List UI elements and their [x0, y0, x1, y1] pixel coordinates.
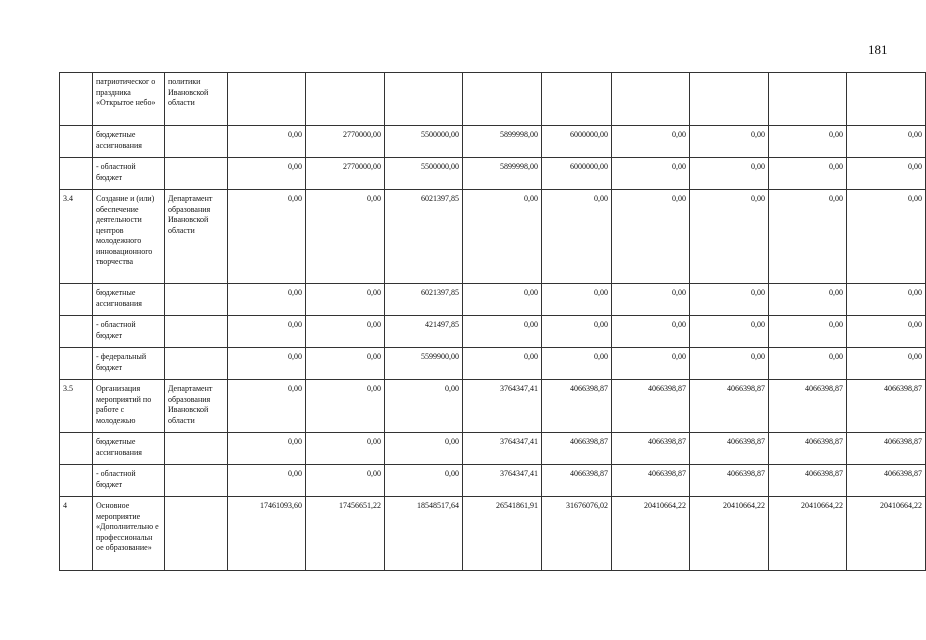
row-number-cell	[60, 158, 93, 190]
value-cell: 0,00	[306, 316, 385, 348]
value-cell: 4066398,87	[769, 433, 847, 465]
row-executor-cell	[165, 433, 228, 465]
value-cell: 0,00	[612, 126, 690, 158]
value-cell: 2770000,00	[306, 126, 385, 158]
row-name-cell: - федеральный бюджет	[93, 348, 165, 380]
value-cell	[542, 73, 612, 126]
value-cell	[769, 73, 847, 126]
value-cell: 5599900,00	[385, 348, 463, 380]
value-cell	[385, 73, 463, 126]
value-cell: 0,00	[463, 316, 542, 348]
value-cell	[306, 73, 385, 126]
value-cell: 6000000,00	[542, 158, 612, 190]
value-cell: 4066398,87	[542, 380, 612, 433]
value-cell: 0,00	[306, 348, 385, 380]
value-cell: 0,00	[690, 126, 769, 158]
value-cell: 0,00	[769, 284, 847, 316]
value-cell: 4066398,87	[690, 465, 769, 497]
value-cell: 17461093,60	[228, 497, 306, 571]
value-cell: 0,00	[612, 190, 690, 284]
value-cell: 5899998,00	[463, 126, 542, 158]
row-name-cell: бюджетные ассигнования	[93, 284, 165, 316]
value-cell: 0,00	[228, 380, 306, 433]
value-cell: 0,00	[612, 348, 690, 380]
value-cell: 0,00	[847, 190, 926, 284]
row-name-cell: - областной бюджет	[93, 465, 165, 497]
value-cell: 0,00	[228, 158, 306, 190]
row-number-cell	[60, 284, 93, 316]
value-cell: 421497,85	[385, 316, 463, 348]
value-cell: 0,00	[690, 284, 769, 316]
value-cell: 0,00	[769, 158, 847, 190]
row-name-cell: - областной бюджет	[93, 316, 165, 348]
row-number-cell	[60, 348, 93, 380]
table-row	[60, 465, 926, 497]
value-cell: 0,00	[306, 433, 385, 465]
value-cell: 3764347,41	[463, 465, 542, 497]
value-cell: 0,00	[228, 126, 306, 158]
row-executor-cell	[165, 465, 228, 497]
page-number: 181	[868, 42, 888, 57]
value-cell: 0,00	[463, 190, 542, 284]
value-cell: 0,00	[612, 284, 690, 316]
value-cell: 0,00	[228, 433, 306, 465]
row-executor-cell	[165, 284, 228, 316]
value-cell: 4066398,87	[612, 465, 690, 497]
value-cell: 0,00	[612, 316, 690, 348]
row-executor-cell	[165, 126, 228, 158]
value-cell: 20410664,22	[847, 497, 926, 571]
value-cell: 0,00	[542, 284, 612, 316]
value-cell	[690, 73, 769, 126]
value-cell: 2770000,00	[306, 158, 385, 190]
value-cell: 0,00	[769, 126, 847, 158]
value-cell: 4066398,87	[769, 465, 847, 497]
row-executor-cell	[165, 348, 228, 380]
value-cell: 0,00	[542, 190, 612, 284]
row-number-cell	[60, 465, 93, 497]
value-cell: 0,00	[385, 433, 463, 465]
value-cell: 3764347,41	[463, 380, 542, 433]
row-name-cell: Основное мероприятие «Дополнительно е профессиональн ое образование»	[93, 497, 165, 571]
value-cell: 17456651,22	[306, 497, 385, 571]
row-name-cell: бюджетные ассигнования	[93, 126, 165, 158]
value-cell: 4066398,87	[847, 465, 926, 497]
value-cell: 4066398,87	[847, 380, 926, 433]
row-name-cell: Создание и (или) обеспечение деятельности центров молодежного инновационного творчества	[93, 190, 165, 284]
value-cell: 26541861,91	[463, 497, 542, 571]
row-executor-cell: политики Ивановской области	[165, 73, 228, 126]
row-name-cell: патриотическог о праздника «Открытое небо»	[93, 73, 165, 126]
table-row	[60, 73, 926, 126]
row-executor-cell	[165, 497, 228, 571]
table-row	[60, 190, 926, 284]
value-cell: 0,00	[542, 348, 612, 380]
value-cell	[612, 73, 690, 126]
row-number-cell	[60, 433, 93, 465]
value-cell: 6000000,00	[542, 126, 612, 158]
value-cell: 0,00	[690, 190, 769, 284]
row-executor-cell: Департамент образования Ивановской области	[165, 190, 228, 284]
value-cell: 0,00	[385, 465, 463, 497]
value-cell: 0,00	[306, 465, 385, 497]
row-executor-cell: Департамент образования Ивановской области	[165, 380, 228, 433]
value-cell: 4066398,87	[542, 465, 612, 497]
value-cell: 0,00	[228, 348, 306, 380]
value-cell: 0,00	[769, 348, 847, 380]
table-row	[60, 284, 926, 316]
value-cell: 0,00	[847, 316, 926, 348]
table-row	[60, 126, 926, 158]
value-cell: 5899998,00	[463, 158, 542, 190]
value-cell: 4066398,87	[847, 433, 926, 465]
value-cell: 4066398,87	[769, 380, 847, 433]
value-cell: 0,00	[306, 380, 385, 433]
value-cell: 0,00	[847, 284, 926, 316]
table-row	[60, 433, 926, 465]
value-cell: 0,00	[847, 126, 926, 158]
value-cell: 4066398,87	[542, 433, 612, 465]
row-number-cell: 3.5	[60, 380, 93, 433]
value-cell: 0,00	[385, 380, 463, 433]
row-executor-cell	[165, 158, 228, 190]
row-name-cell: - областной бюджет	[93, 158, 165, 190]
row-executor-cell	[165, 316, 228, 348]
value-cell: 0,00	[463, 348, 542, 380]
row-number-cell	[60, 126, 93, 158]
value-cell: 31676076,02	[542, 497, 612, 571]
value-cell: 0,00	[769, 316, 847, 348]
value-cell: 3764347,41	[463, 433, 542, 465]
value-cell: 0,00	[306, 190, 385, 284]
row-name-cell: Организация мероприятий по работе с молодежью	[93, 380, 165, 433]
value-cell: 5500000,00	[385, 158, 463, 190]
row-number-cell: 3.4	[60, 190, 93, 284]
row-number-cell	[60, 73, 93, 126]
table-row	[60, 316, 926, 348]
value-cell: 0,00	[847, 158, 926, 190]
value-cell: 0,00	[228, 316, 306, 348]
value-cell: 0,00	[228, 190, 306, 284]
table-row	[60, 348, 926, 380]
value-cell	[228, 73, 306, 126]
value-cell: 0,00	[228, 465, 306, 497]
value-cell: 4066398,87	[690, 433, 769, 465]
value-cell: 20410664,22	[690, 497, 769, 571]
value-cell: 0,00	[306, 284, 385, 316]
value-cell: 4066398,87	[612, 433, 690, 465]
value-cell: 0,00	[228, 284, 306, 316]
value-cell: 0,00	[690, 158, 769, 190]
value-cell	[847, 73, 926, 126]
table-row	[60, 380, 926, 433]
value-cell: 6021397,85	[385, 284, 463, 316]
value-cell	[463, 73, 542, 126]
row-number-cell: 4	[60, 497, 93, 571]
value-cell: 0,00	[542, 316, 612, 348]
value-cell: 0,00	[463, 284, 542, 316]
value-cell: 0,00	[612, 158, 690, 190]
table-row	[60, 158, 926, 190]
row-number-cell	[60, 316, 93, 348]
value-cell: 4066398,87	[690, 380, 769, 433]
value-cell: 20410664,22	[612, 497, 690, 571]
value-cell: 5500000,00	[385, 126, 463, 158]
budget-table	[59, 72, 926, 571]
row-name-cell: бюджетные ассигнования	[93, 433, 165, 465]
value-cell: 0,00	[847, 348, 926, 380]
table-row	[60, 497, 926, 571]
value-cell: 20410664,22	[769, 497, 847, 571]
value-cell: 0,00	[690, 348, 769, 380]
value-cell: 18548517,64	[385, 497, 463, 571]
value-cell: 0,00	[690, 316, 769, 348]
value-cell: 6021397,85	[385, 190, 463, 284]
value-cell: 0,00	[769, 190, 847, 284]
value-cell: 4066398,87	[612, 380, 690, 433]
